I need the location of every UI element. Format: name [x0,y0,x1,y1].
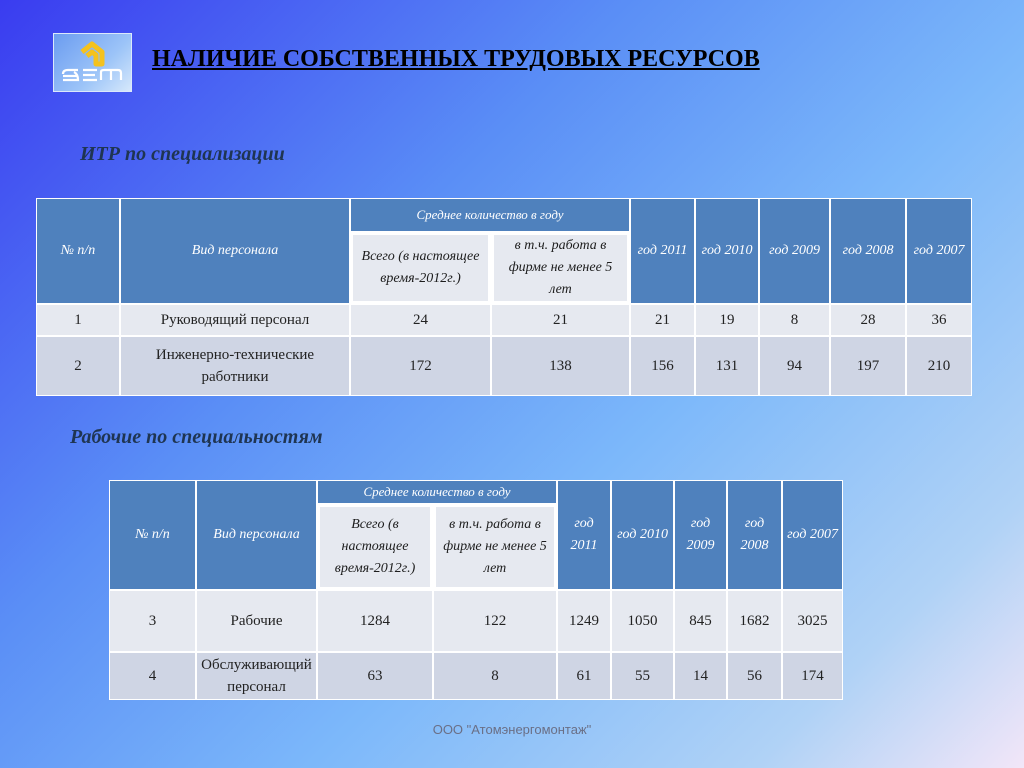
cell-kind: Обслуживающий персонал [196,652,317,700]
cell-total: 63 [317,652,433,700]
header-avg: Среднее количество в году [317,480,557,504]
header-kind: Вид персонала [196,480,317,590]
header-year-2007: год 2007 [782,480,843,590]
cell-over5: 21 [491,304,630,336]
header-year-2008: год 2008 [727,480,782,590]
header-total: Всего (в настоящее время-2012г.) [317,504,433,590]
header-over5: в т.ч. работа в фирме не менее 5 лет [433,504,557,590]
cell-2009: 845 [674,590,727,652]
cell-2010: 1050 [611,590,674,652]
cell-2011: 1249 [557,590,611,652]
table-row [36,304,972,336]
cell-kind: Инженерно-технические работники [120,336,350,396]
table-row [109,590,843,652]
header-total: Всего (в настоящее время-2012г.) [350,232,491,304]
cell-num: 4 [109,652,196,700]
cell-2007: 3025 [782,590,843,652]
header-year-2010: год 2010 [695,198,759,304]
company-logo [53,33,132,92]
cell-2009: 8 [759,304,830,336]
cell-num: 2 [36,336,120,396]
header-year-2010: год 2010 [611,480,674,590]
workers-table [109,480,843,700]
cell-2007: 210 [906,336,972,396]
header-year-2007: год 2007 [906,198,972,304]
table-row [109,652,843,700]
cell-2007: 36 [906,304,972,336]
itr-table [36,198,972,396]
cell-kind: Руководящий персонал [120,304,350,336]
section-workers-title: Рабочие по специальностям [70,426,323,448]
header-num: № п/п [109,480,196,590]
cell-total: 1284 [317,590,433,652]
cell-over5: 122 [433,590,557,652]
cell-num: 1 [36,304,120,336]
header-year-2009: год 2009 [759,198,830,304]
logo-mark-icon [54,34,131,91]
header-year-2009: год 2009 [674,480,727,590]
cell-kind: Рабочие [196,590,317,652]
footer-company: ООО "Атомэнергомонтаж" [432,722,592,737]
cell-num: 3 [109,590,196,652]
header-kind: Вид персонала [120,198,350,304]
cell-2008: 28 [830,304,906,336]
header-num: № п/п [36,198,120,304]
cell-over5: 138 [491,336,630,396]
cell-2008: 197 [830,336,906,396]
cell-2011: 61 [557,652,611,700]
cell-2011: 156 [630,336,695,396]
cell-2011: 21 [630,304,695,336]
cell-over5: 8 [433,652,557,700]
cell-2008: 1682 [727,590,782,652]
cell-2010: 55 [611,652,674,700]
section-itr-title: ИТР по специализации [80,143,285,165]
page-title: НАЛИЧИЕ СОБСТВЕННЫХ ТРУДОВЫХ РЕСУРСОВ [152,46,760,72]
cell-total: 24 [350,304,491,336]
cell-2009: 94 [759,336,830,396]
cell-2009: 14 [674,652,727,700]
cell-total: 172 [350,336,491,396]
table-row [36,336,972,396]
cell-2010: 131 [695,336,759,396]
header-year-2011: год 2011 [630,198,695,304]
header-over5: в т.ч. работа в фирме не менее 5 лет [491,232,630,304]
cell-2007: 174 [782,652,843,700]
cell-2010: 19 [695,304,759,336]
cell-2008: 56 [727,652,782,700]
header-avg: Среднее количество в году [350,198,630,232]
header-year-2008: год 2008 [830,198,906,304]
header-year-2011: год 2011 [557,480,611,590]
